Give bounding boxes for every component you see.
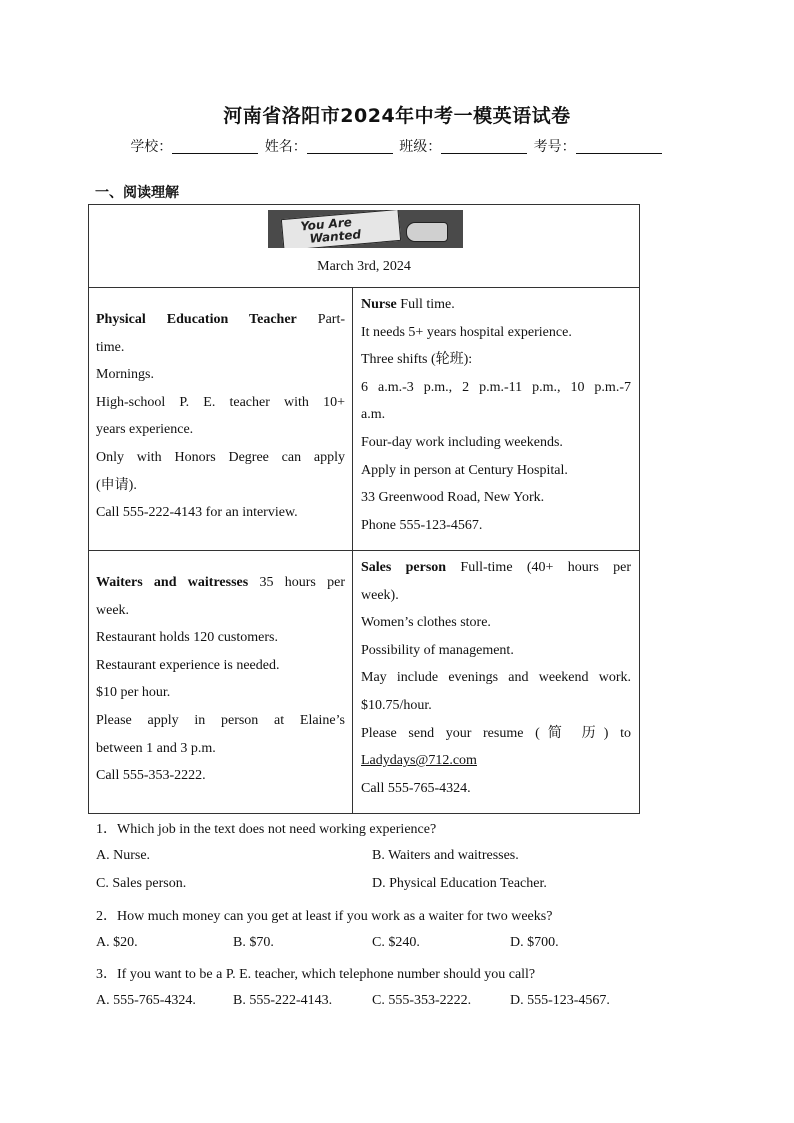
ad-line: Waiters and waitresses 35 hours per [96,575,345,590]
ad-line: Nurse Full time. [361,297,455,312]
ad-line: Four-day work including weekends. [361,434,563,450]
option-2a[interactable]: A. $20. [96,935,138,950]
ad-line: Please apply in person at Elaine’s [96,712,345,728]
option-1a[interactable]: A. Nurse. [96,848,151,863]
ads-date: March 3rd, 2024 [317,259,411,274]
question-3: 3．If you want to be a P. E. teacher, which telephone number should you call? [96,967,536,982]
ad-line: It needs 5+ years hospital experience. [361,324,572,340]
ad-line: Only with Honors Degree can apply [96,449,345,465]
ad-line: High-school P. E. teacher with 10+ [96,394,345,410]
ad-line: Mornings. [96,367,154,383]
banner-card [281,210,401,248]
ad-line: Restaurant experience is needed. [96,657,280,673]
you-are-wanted-banner [268,210,463,248]
option-2b[interactable]: B. $70. [233,935,274,950]
ad-sales-person [353,551,639,813]
ad-line: week). [361,587,399,603]
question-1: 1．Which job in the text does not need working experience? [96,822,437,837]
option-2d[interactable]: D. $700. [510,935,559,950]
job-ads-table [88,204,640,814]
ad-line: Call 555-765-4324. [361,780,471,796]
option-3d[interactable]: D. 555-123-4567. [510,993,610,1008]
option-1d[interactable]: D. Physical Education Teacher. [372,876,547,891]
school-label: 学校： [130,139,173,155]
ad-line: Call 555-222-4143 for an interview. [96,505,298,521]
ad-nurse [353,288,639,551]
ad-title: Nurse [361,297,397,312]
ads-header-cell [89,205,639,288]
ad-title: Physical Education Teacher [96,312,297,327]
student-info-line [0,136,794,156]
ad-line: $10.75/hour. [361,697,432,713]
ad-line: Women’s clothes store. [361,615,491,631]
ad-title: Sales person [361,560,447,575]
ad-line: Please send your resume (简 历) to [361,725,631,741]
number-blank[interactable] [576,139,662,154]
question-2: 2．How much money can you get at least if you work as a waiter for two weeks? [96,909,553,924]
option-1c[interactable]: C. Sales person. [96,876,187,891]
option-3b[interactable]: B. 555-222-4143. [233,993,333,1008]
pointing-hand-icon [406,222,448,242]
exam-title: 河南省洛阳市2024年中考一模英语试卷 [223,105,571,127]
number-label: 考号： [533,139,576,155]
ad-line: Possibility of management. [361,642,514,658]
ad-line: Apply in person at Century Hospital. [361,462,568,478]
section-heading: 一、阅读理解 [95,185,179,201]
email-link[interactable]: Ladydays@712.com [361,753,477,769]
name-label: 姓名： [264,139,307,155]
option-1b[interactable]: B. Waiters and waitresses. [372,848,519,863]
ad-line: 6 a.m.-3 p.m., 2 p.m.-11 p.m., 10 p.m.-7 [361,379,631,395]
ad-line: (申请). [96,477,137,493]
class-blank[interactable] [441,139,527,154]
banner-line-1: You Are [299,215,353,234]
option-3c[interactable]: C. 555-353-2222. [372,993,472,1008]
ad-line: May include evenings and weekend work. [361,670,631,686]
option-3a[interactable]: A. 555-765-4324. [96,993,196,1008]
ad-title: Waiters and waitresses [96,575,249,590]
name-blank[interactable] [307,139,393,154]
ad-line: Restaurant holds 120 customers. [96,630,278,646]
option-2c[interactable]: C. $240. [372,935,420,950]
ad-line: Sales person Full-time (40+ hours per [361,560,632,575]
ad-line: years experience. [96,422,194,438]
banner-line-2: Wanted [309,227,362,246]
ad-line: week. [96,602,130,618]
ad-line: between 1 and 3 p.m. [96,740,216,756]
ad-line: Physical Education Teacher Part- [96,312,345,327]
ad-line: a.m. [361,407,386,423]
ad-line: Phone 555-123-4567. [361,517,483,533]
ad-line: $10 per hour. [96,685,171,701]
ad-line: Call 555-353-2222. [96,768,206,784]
ad-line: 33 Greenwood Road, New York. [361,490,545,506]
ad-line [361,747,631,775]
ad-line: Three shifts (轮班): [361,352,473,368]
ad-line: time. [96,339,125,355]
ad-waiters [89,551,353,813]
class-label: 班级： [399,139,442,155]
school-blank[interactable] [172,139,258,154]
ad-pe-teacher [89,288,353,551]
